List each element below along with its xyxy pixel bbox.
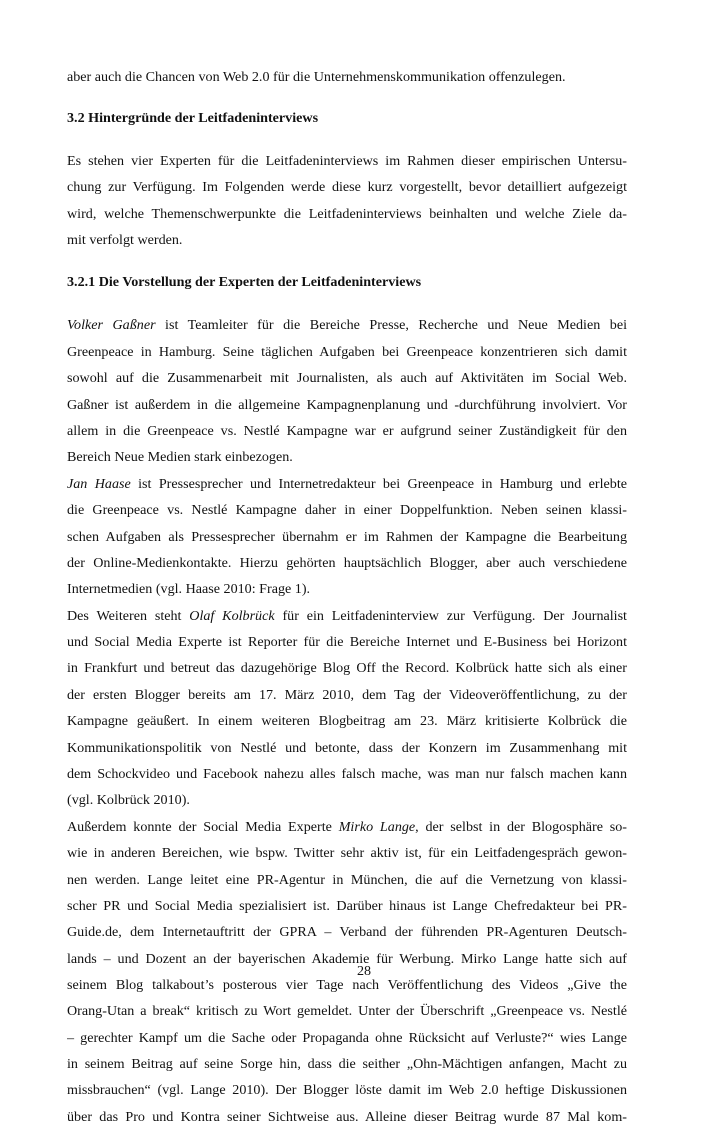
text-line: [67, 393, 627, 417]
text-line: [67, 313, 627, 337]
page-number: 28: [356, 963, 372, 979]
expert-name: Olaf Kolbrück: [189, 608, 275, 624]
expert-name: Volker Gaßner: [67, 317, 156, 333]
text-line: [67, 1052, 627, 1076]
text-segment: Greenpeace in Hamburg. Seine täglichen Aufgaben bei Greenpeace konzentrieren sich damit: [67, 344, 627, 360]
text-line: [67, 65, 627, 89]
expert-name: Mirko Lange: [338, 819, 416, 835]
text-line: [67, 841, 627, 865]
text-line: [67, 762, 627, 786]
text-line: [67, 604, 627, 628]
text-segment: Es stehen vier Experten für die Leitfadeninterviews im Rahmen dieser empirischen Untersu-: [67, 153, 627, 169]
text-segment: chung zur Verfügung. Im Folgenden werde diese kurz vorgestellt, bevor detailliert aufgezeigt: [67, 179, 627, 195]
text-segment: Guide.de, dem Internetauftritt der GPRA – Verband der führenden PR-Agenturen Deutsch-: [67, 924, 627, 940]
text-segment: scher PR und Social Media spezialisiert ist. Darüber hinaus ist Lange Chefredakteur bei PR-: [67, 898, 627, 914]
text-line: [67, 1105, 627, 1129]
text-segment: und Social Media Experte ist Reporter für die Bereiche Internet und E-Business bei Horizont: [67, 634, 627, 650]
text-segment: allem in die Greenpeace vs. Nestlé Kampagne war er aufgrund seiner Zuständigkeit für den: [67, 423, 627, 439]
text-segment: , der selbst in der Blogosphäre so-: [415, 819, 627, 835]
text-line: [67, 815, 627, 839]
text-line: [67, 920, 627, 944]
text-line: [67, 999, 627, 1023]
text-line: [67, 175, 627, 199]
text-line: [67, 525, 627, 549]
text-segment: 3.2.1 Die Vorstellung der Experten der Leitfadeninterviews: [67, 274, 422, 290]
text-segment: Kommunikationspolitik von Nestlé und betonte, dass der Konzern im Zusammenhang mit: [67, 740, 627, 756]
text-segment: der ersten Blogger bereits am 17. März 2010, dem Tag der Videoveröffentlichung, zu der: [67, 687, 627, 703]
section-heading: [67, 270, 627, 294]
text-segment: über das Pro und Kontra seiner Sichtweise aus. Alleine dieser Beitrag wurde 87 Mal kom-: [67, 1109, 627, 1125]
text-segment: (vgl. Kolbrück 2010).: [67, 792, 190, 808]
text-segment: in Frankfurt und betreut das dazugehörige Blog Off the Record. Kolbrück hatte sich als einer: [67, 660, 627, 676]
text-line: [67, 630, 627, 654]
text-segment: dem Schockvideo und Facebook nahezu alles falsch mache, was man nur falsch machen kann: [67, 766, 627, 782]
text-line: [67, 1078, 627, 1102]
text-line: [67, 868, 627, 892]
text-segment: lands – und Dozent an der bayerischen Akademie für Werbung. Mirko Lange hatte sich auf: [67, 951, 627, 967]
text-segment: mit verfolgt werden.: [67, 232, 183, 248]
text-segment: ist Teamleiter für die Bereiche Presse, Recherche und Neue Medien bei: [155, 317, 627, 333]
text-line: [67, 656, 627, 680]
text-segment: – gerechter Kampf um die Sache oder Propaganda ohne Rücksicht auf Verluste?“ wies Lange: [67, 1030, 627, 1046]
text-line: [67, 202, 627, 226]
text-line: [67, 149, 627, 173]
text-segment: Kampagne geäußert. In einem weiteren Blogbeitrag am 23. März kritisierte Kolbrück die: [67, 713, 627, 729]
section-heading: [67, 106, 627, 130]
text-segment: der Online-Medienkontakte. Hierzu gehörten hauptsächlich Blogger, aber auch verschiedene: [67, 555, 627, 571]
text-segment: nen werden. Lange leitet eine PR-Agentur in München, die auf die Vernetzung von klassi-: [67, 872, 627, 888]
text-segment: die Greenpeace vs. Nestlé Kampagne daher in einer Doppelfunktion. Neben seinen klassi-: [67, 502, 627, 518]
text-segment: 3.2 Hintergründe der Leitfadeninterviews: [67, 110, 319, 126]
text-line: [67, 472, 627, 496]
text-line: [67, 551, 627, 575]
text-line: [67, 683, 627, 707]
text-segment: Außerdem konnte der Social Media Experte: [67, 819, 339, 835]
text-line: [67, 894, 627, 918]
text-line: [67, 366, 627, 390]
text-segment: Internetmedien (vgl. Haase 2010: Frage 1).: [67, 581, 311, 597]
text-line: [67, 419, 627, 443]
text-line: [67, 577, 627, 601]
text-segment: ist Pressesprecher und Internetredakteur bei Greenpeace in Hamburg und erlebte: [130, 476, 627, 492]
text-line: [67, 788, 627, 812]
text-line: [67, 340, 627, 364]
text-line: [67, 228, 627, 252]
text-segment: wird, welche Themenschwerpunkte die Leitfadeninterviews beinhalten und welche Ziele da-: [67, 206, 627, 222]
text-line: [67, 709, 627, 733]
text-segment: schen Aufgaben als Pressesprecher übernahm er im Rahmen der Kampagne die Bearbeitung: [67, 529, 627, 545]
text-line: [67, 445, 627, 469]
text-segment: Orang-Utan a break“ kritisch zu Wort gemeldet. Unter der Überschrift „Greenpeace vs. Nestlé: [67, 1003, 627, 1019]
text-segment: missbrauchen“ (vgl. Lange 2010). Der Blogger löste damit im Web 2.0 heftige Diskussionen: [67, 1082, 627, 1098]
text-segment: für ein Leitfadeninterview zur Verfügung. Der Journalist: [274, 608, 627, 624]
text-segment: in seinem Beitrag auf seine Sorge hin, dass die seither „Ohn-Mächtigen anfangen, Macht zu: [67, 1056, 627, 1072]
text-segment: wie in anderen Bereichen, wie bspw. Twitter sehr aktiv ist, für ein Leitfadengespräch gewon-: [67, 845, 627, 861]
text-segment: sowohl auf die Zusammenarbeit mit Journalisten, als auch auf Aktivitäten im Social Web.: [67, 370, 627, 386]
text-segment: aber auch die Chancen von Web 2.0 für die Unternehmenskommunikation offenzulegen.: [67, 69, 566, 85]
expert-name: Jan Haase: [67, 476, 131, 492]
text-line: [67, 736, 627, 760]
text-segment: Des Weiteren steht: [67, 608, 190, 624]
text-segment: Gaßner ist außerdem in die allgemeine Kampagnenplanung und -durchführung involviert. Vor: [67, 397, 627, 413]
text-line: [67, 498, 627, 522]
text-segment: Bereich Neue Medien stark einbezogen.: [67, 449, 293, 465]
text-segment: seinem Blog talkabout’s posterous vier Tage nach Veröffentlichung des Videos „Give the: [67, 977, 627, 993]
